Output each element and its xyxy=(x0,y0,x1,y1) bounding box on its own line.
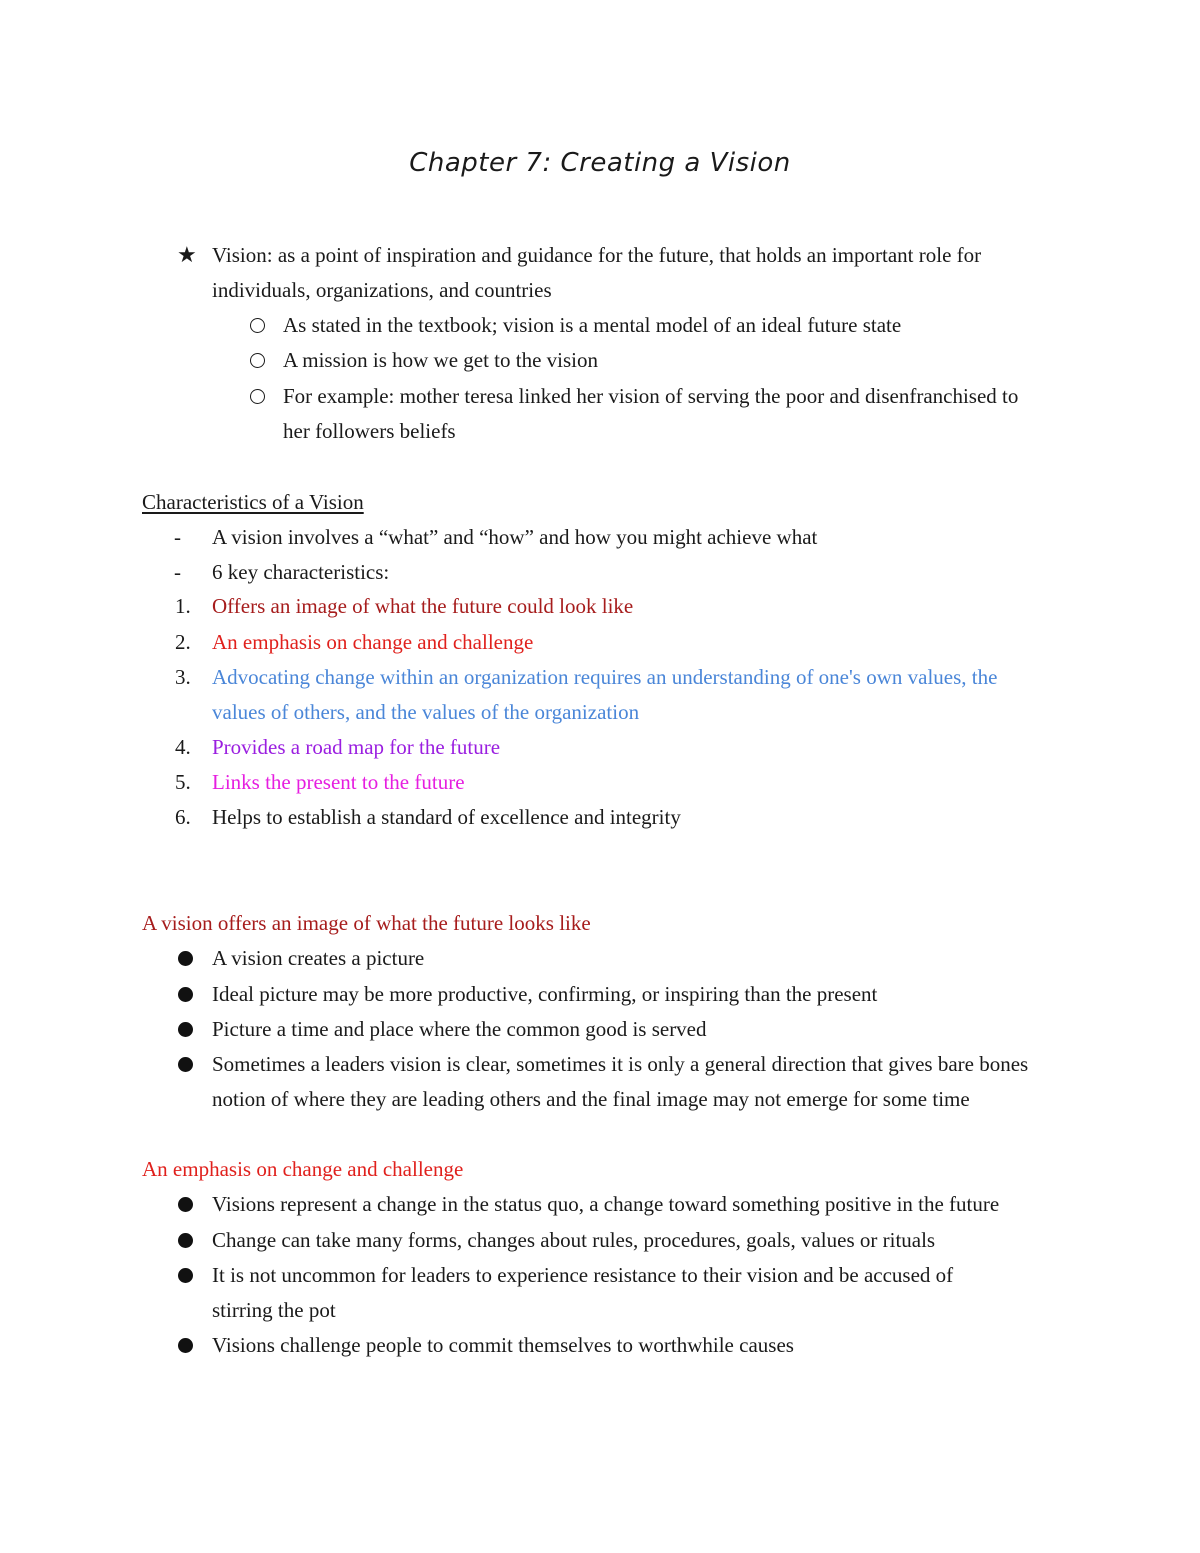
sub-point-example-line-1: For example: mother teresa linked her vision of serving the poor and disenfranchised to xyxy=(283,384,1019,408)
section-heading-image: A vision offers an image of what the future looks like xyxy=(142,911,591,935)
characteristics-dash-1: A vision involves a “what” and “how” and how you might achieve what xyxy=(212,525,818,549)
hollow-circle-bullet-icon xyxy=(250,318,265,333)
image-bullet-3: Picture a time and place where the common good is served xyxy=(212,1017,707,1041)
star-bullet-icon: ★ xyxy=(177,242,197,267)
filled-circle-bullet-icon xyxy=(178,1197,193,1212)
list-number: 1. xyxy=(175,594,191,618)
change-bullet-3-line-2: stirring the pot xyxy=(212,1298,336,1322)
page-title: Chapter 7: Creating a Vision xyxy=(409,148,791,178)
characteristic-item-3-line-1: Advocating change within an organization requires an understanding of one's own values, the xyxy=(212,665,998,689)
characteristic-item-6: Helps to establish a standard of excellence and integrity xyxy=(212,805,681,829)
list-number: 5. xyxy=(175,770,191,794)
list-number: 2. xyxy=(175,630,191,654)
dash-bullet-icon: - xyxy=(174,525,181,549)
section-heading-change: An emphasis on change and challenge xyxy=(142,1157,464,1181)
list-number: 3. xyxy=(175,665,191,689)
list-number: 4. xyxy=(175,735,191,759)
change-bullet-1: Visions represent a change in the status quo, a change toward something positive in the future xyxy=(212,1192,1000,1216)
sub-point-example-line-2: her followers beliefs xyxy=(283,419,456,443)
filled-circle-bullet-icon xyxy=(178,1057,193,1072)
filled-circle-bullet-icon xyxy=(178,951,193,966)
sub-point-mission: A mission is how we get to the vision xyxy=(283,348,598,372)
characteristic-item-3-line-2: values of others, and the values of the organization xyxy=(212,700,640,724)
filled-circle-bullet-icon xyxy=(178,1338,193,1353)
hollow-circle-bullet-icon xyxy=(250,353,265,368)
vision-definition-line-2: individuals, organizations, and countries xyxy=(212,278,552,302)
image-bullet-2: Ideal picture may be more productive, confirming, or inspiring than the present xyxy=(212,982,878,1006)
characteristic-item-5: Links the present to the future xyxy=(212,770,465,794)
filled-circle-bullet-icon xyxy=(178,1022,193,1037)
characteristics-heading: Characteristics of a Vision xyxy=(142,490,364,514)
image-bullet-4-line-2: notion of where they are leading others and the final image may not emerge for some time xyxy=(212,1087,970,1111)
characteristics-dash-2: 6 key characteristics: xyxy=(212,560,390,584)
list-number: 6. xyxy=(175,805,191,829)
change-bullet-4: Visions challenge people to commit themselves to worthwhile causes xyxy=(212,1333,794,1357)
image-bullet-1: A vision creates a picture xyxy=(212,946,425,970)
filled-circle-bullet-icon xyxy=(178,987,193,1002)
change-bullet-2: Change can take many forms, changes about rules, procedures, goals, values or rituals xyxy=(212,1228,936,1252)
dash-bullet-icon: - xyxy=(174,560,181,584)
change-bullet-3-line-1: It is not uncommon for leaders to experience resistance to their vision and be accused of xyxy=(212,1263,954,1287)
characteristic-item-1: Offers an image of what the future could look like xyxy=(212,594,634,618)
sub-point-textbook: As stated in the textbook; vision is a mental model of an ideal future state xyxy=(283,313,902,337)
characteristic-item-2: An emphasis on change and challenge xyxy=(212,630,534,654)
image-bullet-4-line-1: Sometimes a leaders vision is clear, sometimes it is only a general direction that gives bare bones xyxy=(212,1052,1029,1076)
hollow-circle-bullet-icon xyxy=(250,389,265,404)
filled-circle-bullet-icon xyxy=(178,1233,193,1248)
vision-definition-line-1: Vision: as a point of inspiration and guidance for the future, that holds an important role for xyxy=(212,243,982,267)
filled-circle-bullet-icon xyxy=(178,1268,193,1283)
characteristic-item-4: Provides a road map for the future xyxy=(212,735,501,759)
